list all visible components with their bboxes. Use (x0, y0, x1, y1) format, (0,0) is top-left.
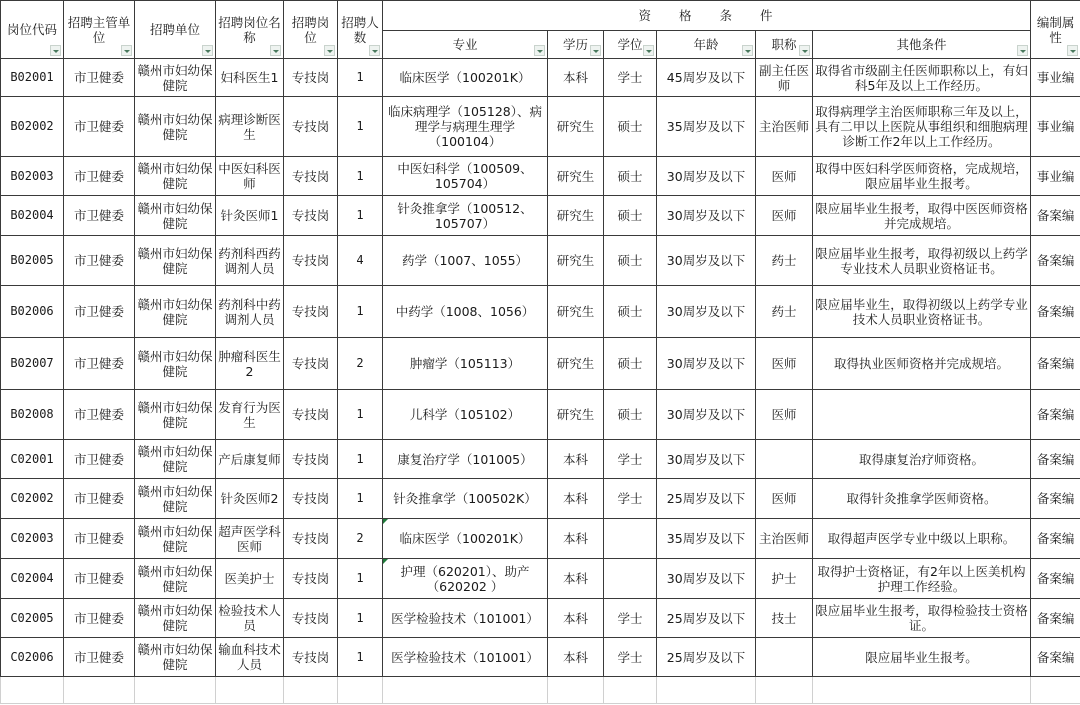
cell-unit[interactable]: 赣州市妇幼保健院 (135, 236, 216, 286)
cell-degree[interactable]: 硕士 (604, 196, 657, 236)
cell-post-type[interactable]: 专技岗 (284, 479, 338, 519)
cell-other[interactable]: 限应届毕业生报考。 (813, 638, 1031, 677)
cell-staffing[interactable]: 备案编 (1031, 638, 1080, 677)
cell-dept[interactable]: 市卫健委 (64, 196, 135, 236)
filter-dropdown-icon[interactable] (369, 45, 380, 56)
header-count[interactable]: 招聘人数 (338, 1, 383, 59)
cell-title[interactable]: 副主任医师 (756, 59, 813, 97)
cell-major[interactable] (383, 519, 548, 559)
filter-dropdown-icon[interactable] (121, 45, 132, 56)
cell-major[interactable]: 肿瘤学（105113） (383, 338, 548, 390)
cell-post-type[interactable]: 专技岗 (284, 638, 338, 677)
cell-post-type[interactable]: 专技岗 (284, 236, 338, 286)
cell-post-name[interactable]: 输血科技术人员 (216, 638, 284, 677)
header-post-type[interactable]: 招聘岗位 (284, 1, 338, 59)
table-row (1, 157, 1080, 196)
filter-dropdown-icon[interactable] (270, 45, 281, 56)
cell-dept[interactable]: 市卫健委 (64, 236, 135, 286)
cell-post-name[interactable]: 针灸医师1 (216, 196, 284, 236)
cell-dept[interactable]: 市卫健委 (64, 638, 135, 677)
cell-degree[interactable]: 学士 (604, 479, 657, 519)
cell-age[interactable]: 30周岁及以下 (657, 157, 756, 196)
cell-unit[interactable]: 赣州市妇幼保健院 (135, 599, 216, 638)
table-row (1, 599, 1080, 638)
cell-post-type[interactable]: 专技岗 (284, 286, 338, 338)
cell-post-name[interactable]: 超声医学科医师 (216, 519, 284, 559)
cell-degree[interactable]: 硕士 (604, 286, 657, 338)
cell-code[interactable]: B02003 (1, 157, 64, 196)
cell-education[interactable]: 研究生 (548, 338, 604, 390)
filter-dropdown-icon[interactable] (799, 45, 810, 56)
cell-post-name[interactable]: 药剂科西药调剂人员 (216, 236, 284, 286)
table-row (1, 97, 1080, 157)
cell-count[interactable]: 2 (338, 338, 383, 390)
cell-title[interactable]: 药士 (756, 236, 813, 286)
empty-cell[interactable] (1031, 677, 1080, 704)
cell-code[interactable]: C02005 (1, 599, 64, 638)
cell-other[interactable]: 限应届毕业生报考，取得中医医师资格并完成规培。 (813, 196, 1031, 236)
header-age[interactable]: 年龄 (657, 31, 756, 59)
cell-code[interactable]: C02006 (1, 638, 64, 677)
table-row (1, 479, 1080, 519)
cell-post-name[interactable]: 医美护士 (216, 559, 284, 599)
filter-dropdown-icon[interactable] (202, 45, 213, 56)
cell-comment-marker-icon (383, 519, 388, 524)
cell-post-type[interactable]: 专技岗 (284, 59, 338, 97)
header-post-name[interactable]: 招聘岗位名称 (216, 1, 284, 59)
filter-dropdown-icon[interactable] (643, 45, 654, 56)
cell-dept[interactable]: 市卫健委 (64, 286, 135, 338)
cell-title[interactable]: 主治医师 (756, 519, 813, 559)
cell-other[interactable] (813, 390, 1031, 440)
cell-education[interactable]: 研究生 (548, 97, 604, 157)
empty-cell[interactable] (216, 677, 284, 704)
cell-count[interactable]: 2 (338, 519, 383, 559)
cell-other[interactable]: 限应届毕业生，取得初级以上药学专业技术人员职业资格证书。 (813, 286, 1031, 338)
cell-education[interactable]: 研究生 (548, 196, 604, 236)
cell-dept[interactable]: 市卫健委 (64, 440, 135, 479)
cell-post-type[interactable]: 专技岗 (284, 97, 338, 157)
cell-unit[interactable]: 赣州市妇幼保健院 (135, 519, 216, 559)
filter-dropdown-icon[interactable] (50, 45, 61, 56)
cell-title[interactable]: 药士 (756, 286, 813, 338)
cell-code[interactable]: B02005 (1, 236, 64, 286)
cell-education[interactable]: 本科 (548, 559, 604, 599)
header-unit[interactable]: 招聘单位 (135, 1, 216, 59)
header-title[interactable]: 职称 (756, 31, 813, 59)
cell-major[interactable]: 康复治疗学（101005） (383, 440, 548, 479)
cell-unit[interactable]: 赣州市妇幼保健院 (135, 638, 216, 677)
cell-major[interactable]: 中药学（1008、1056） (383, 286, 548, 338)
table-row (1, 59, 1080, 97)
cell-unit[interactable]: 赣州市妇幼保健院 (135, 440, 216, 479)
cell-post-type[interactable]: 专技岗 (284, 519, 338, 559)
cell-degree[interactable] (604, 519, 657, 559)
cell-title[interactable]: 主治医师 (756, 97, 813, 157)
cell-staffing[interactable]: 备案编 (1031, 236, 1080, 286)
cell-degree[interactable] (604, 559, 657, 599)
table-row (1, 286, 1080, 338)
cell-age[interactable]: 25周岁及以下 (657, 479, 756, 519)
cell-post-name[interactable]: 妇科医生1 (216, 59, 284, 97)
empty-row (1, 677, 1080, 704)
cell-title[interactable] (756, 440, 813, 479)
cell-staffing[interactable]: 备案编 (1031, 519, 1080, 559)
cell-title[interactable]: 医师 (756, 196, 813, 236)
cell-post-name[interactable]: 产后康复师 (216, 440, 284, 479)
cell-degree[interactable]: 学士 (604, 59, 657, 97)
empty-cell[interactable] (135, 677, 216, 704)
cell-age[interactable]: 45周岁及以下 (657, 59, 756, 97)
cell-count[interactable]: 1 (338, 559, 383, 599)
cell-major[interactable]: 临床医学（100201K） (383, 59, 548, 97)
cell-age[interactable]: 30周岁及以下 (657, 559, 756, 599)
cell-age[interactable]: 30周岁及以下 (657, 338, 756, 390)
cell-degree[interactable]: 学士 (604, 638, 657, 677)
cell-unit[interactable]: 赣州市妇幼保健院 (135, 338, 216, 390)
cell-age[interactable]: 25周岁及以下 (657, 638, 756, 677)
header-major[interactable]: 专业 (383, 31, 548, 59)
table-row (1, 638, 1080, 677)
cell-education[interactable]: 研究生 (548, 236, 604, 286)
cell-title[interactable]: 技士 (756, 599, 813, 638)
header-code[interactable]: 岗位代码 (1, 1, 64, 59)
cell-age[interactable]: 30周岁及以下 (657, 196, 756, 236)
cell-other[interactable]: 取得执业医师资格并完成规培。 (813, 338, 1031, 390)
cell-dept[interactable]: 市卫健委 (64, 59, 135, 97)
cell-comment-marker-icon (383, 559, 388, 564)
cell-post-name[interactable]: 针灸医师2 (216, 479, 284, 519)
cell-count[interactable]: 1 (338, 196, 383, 236)
header-staffing[interactable]: 编制属性 (1031, 1, 1080, 59)
cell-code[interactable]: C02003 (1, 519, 64, 559)
cell-degree[interactable]: 学士 (604, 440, 657, 479)
cell-other[interactable]: 取得中医妇科学医师资格，完成规培，限应届毕业生报考。 (813, 157, 1031, 196)
header-dept[interactable]: 招聘主管单位 (64, 1, 135, 59)
cell-major[interactable] (383, 559, 548, 599)
cell-staffing[interactable]: 事业编 (1031, 59, 1080, 97)
cell-unit[interactable]: 赣州市妇幼保健院 (135, 286, 216, 338)
cell-age[interactable]: 35周岁及以下 (657, 519, 756, 559)
cell-post-type[interactable]: 专技岗 (284, 338, 338, 390)
table-row (1, 559, 1080, 599)
table-row (1, 236, 1080, 286)
cell-staffing[interactable]: 备案编 (1031, 390, 1080, 440)
cell-code[interactable]: C02002 (1, 479, 64, 519)
header-qualifications: 资格条件 (383, 1, 1031, 31)
empty-cell[interactable] (1, 677, 64, 704)
cell-dept[interactable]: 市卫健委 (64, 519, 135, 559)
cell-major[interactable]: 中医妇科学（100509、105704） (383, 157, 548, 196)
cell-post-name[interactable]: 中医妇科医师 (216, 157, 284, 196)
cell-dept[interactable]: 市卫健委 (64, 390, 135, 440)
cell-major[interactable]: 药学（1007、1055） (383, 236, 548, 286)
cell-post-type[interactable]: 专技岗 (284, 559, 338, 599)
empty-cell[interactable] (756, 677, 813, 704)
cell-count[interactable]: 1 (338, 59, 383, 97)
cell-code[interactable]: B02008 (1, 390, 64, 440)
cell-count[interactable]: 1 (338, 440, 383, 479)
cell-unit[interactable]: 赣州市妇幼保健院 (135, 559, 216, 599)
header-other[interactable]: 其他条件 (813, 31, 1031, 59)
cell-dept[interactable]: 市卫健委 (64, 599, 135, 638)
cell-count[interactable]: 1 (338, 390, 383, 440)
filter-dropdown-icon[interactable] (1067, 45, 1078, 56)
cell-education[interactable]: 研究生 (548, 390, 604, 440)
cell-code[interactable]: C02004 (1, 559, 64, 599)
cell-staffing[interactable]: 备案编 (1031, 196, 1080, 236)
cell-unit[interactable]: 赣州市妇幼保健院 (135, 390, 216, 440)
cell-degree[interactable]: 硕士 (604, 390, 657, 440)
header-education[interactable]: 学历 (548, 31, 604, 59)
cell-title[interactable]: 医师 (756, 479, 813, 519)
cell-age[interactable]: 30周岁及以下 (657, 440, 756, 479)
cell-count[interactable]: 1 (338, 599, 383, 638)
cell-text: 临床医学（100201K） (399, 531, 531, 546)
cell-dept[interactable]: 市卫健委 (64, 479, 135, 519)
cell-education[interactable]: 本科 (548, 519, 604, 559)
cell-education[interactable]: 研究生 (548, 157, 604, 196)
cell-age[interactable]: 30周岁及以下 (657, 236, 756, 286)
cell-other[interactable]: 取得病理学主治医师职称三年及以上，具有二甲以上医院从事组织和细胞病理诊断工作2年以上工作经历。 (813, 97, 1031, 157)
cell-unit[interactable]: 赣州市妇幼保健院 (135, 196, 216, 236)
cell-age[interactable]: 25周岁及以下 (657, 599, 756, 638)
cell-staffing[interactable]: 备案编 (1031, 599, 1080, 638)
cell-title[interactable]: 医师 (756, 390, 813, 440)
cell-staffing[interactable]: 备案编 (1031, 479, 1080, 519)
cell-staffing[interactable]: 备案编 (1031, 286, 1080, 338)
cell-post-name[interactable]: 肿瘤科医生2 (216, 338, 284, 390)
cell-education[interactable]: 本科 (548, 479, 604, 519)
filter-dropdown-icon[interactable] (742, 45, 753, 56)
header-degree[interactable]: 学位 (604, 31, 657, 59)
table-row (1, 390, 1080, 440)
cell-other[interactable]: 限应届毕业生报考，取得初级以上药学专业技术人员职业资格证书。 (813, 236, 1031, 286)
cell-unit[interactable]: 赣州市妇幼保健院 (135, 59, 216, 97)
cell-dept[interactable]: 市卫健委 (64, 559, 135, 599)
cell-education[interactable]: 研究生 (548, 286, 604, 338)
cell-dept[interactable]: 市卫健委 (64, 97, 135, 157)
cell-other[interactable]: 限应届毕业生报考，取得检验技士资格证。 (813, 599, 1031, 638)
cell-other[interactable]: 取得康复治疗师资格。 (813, 440, 1031, 479)
empty-cell[interactable] (64, 677, 135, 704)
cell-other[interactable]: 取得针灸推拿学医师资格。 (813, 479, 1031, 519)
cell-degree[interactable]: 硕士 (604, 338, 657, 390)
cell-age[interactable]: 30周岁及以下 (657, 390, 756, 440)
cell-staffing[interactable]: 备案编 (1031, 440, 1080, 479)
empty-cell[interactable] (604, 677, 657, 704)
cell-post-type[interactable]: 专技岗 (284, 390, 338, 440)
filter-dropdown-icon[interactable] (534, 45, 545, 56)
cell-post-type[interactable]: 专技岗 (284, 196, 338, 236)
cell-education[interactable]: 本科 (548, 59, 604, 97)
cell-code[interactable]: C02001 (1, 440, 64, 479)
cell-unit[interactable]: 赣州市妇幼保健院 (135, 479, 216, 519)
cell-count[interactable]: 1 (338, 157, 383, 196)
cell-major[interactable]: 临床病理学（105128）、病理学与病理生理学（100104） (383, 97, 548, 157)
cell-title[interactable] (756, 638, 813, 677)
cell-text: 护理（620201）、助产（620202 ） (400, 563, 530, 594)
cell-staffing[interactable]: 备案编 (1031, 338, 1080, 390)
cell-dept[interactable]: 市卫健委 (64, 338, 135, 390)
cell-dept[interactable]: 市卫健委 (64, 157, 135, 196)
filter-dropdown-icon[interactable] (1017, 45, 1028, 56)
cell-major[interactable]: 医学检验技术（101001） (383, 599, 548, 638)
cell-other[interactable]: 取得护士资格证，有2年以上医美机构护理工作经验。 (813, 559, 1031, 599)
table-row (1, 338, 1080, 390)
empty-cell[interactable] (657, 677, 756, 704)
cell-count[interactable]: 4 (338, 236, 383, 286)
cell-education[interactable]: 本科 (548, 599, 604, 638)
cell-other[interactable]: 取得超声医学专业中级以上职称。 (813, 519, 1031, 559)
cell-code[interactable]: B02001 (1, 59, 64, 97)
cell-code[interactable]: B02002 (1, 97, 64, 157)
empty-cell[interactable] (813, 677, 1031, 704)
cell-code[interactable]: B02004 (1, 196, 64, 236)
cell-post-type[interactable]: 专技岗 (284, 599, 338, 638)
filter-dropdown-icon[interactable] (590, 45, 601, 56)
cell-code[interactable]: B02006 (1, 286, 64, 338)
empty-cell[interactable] (383, 677, 548, 704)
cell-education[interactable]: 本科 (548, 638, 604, 677)
cell-post-name[interactable]: 发育行为医生 (216, 390, 284, 440)
cell-title[interactable]: 医师 (756, 157, 813, 196)
cell-major[interactable]: 针灸推拿学（100512、105707） (383, 196, 548, 236)
empty-cell[interactable] (284, 677, 338, 704)
table-row (1, 196, 1080, 236)
cell-title[interactable]: 护士 (756, 559, 813, 599)
cell-degree[interactable]: 硕士 (604, 236, 657, 286)
cell-count[interactable]: 1 (338, 638, 383, 677)
cell-count[interactable]: 1 (338, 286, 383, 338)
cell-title[interactable]: 医师 (756, 338, 813, 390)
cell-post-name[interactable]: 药剂科中药调剂人员 (216, 286, 284, 338)
cell-major[interactable]: 儿科学（105102） (383, 390, 548, 440)
filter-dropdown-icon[interactable] (324, 45, 335, 56)
cell-post-type[interactable]: 专技岗 (284, 157, 338, 196)
cell-other[interactable]: 取得省市级副主任医师职称以上，有妇科5年及以上工作经历。 (813, 59, 1031, 97)
cell-unit[interactable]: 赣州市妇幼保健院 (135, 157, 216, 196)
cell-major[interactable]: 医学检验技术（101001） (383, 638, 548, 677)
cell-degree[interactable]: 硕士 (604, 157, 657, 196)
cell-major[interactable]: 针灸推拿学（100502K） (383, 479, 548, 519)
cell-education[interactable]: 本科 (548, 440, 604, 479)
cell-age[interactable]: 30周岁及以下 (657, 286, 756, 338)
cell-staffing[interactable]: 备案编 (1031, 559, 1080, 599)
cell-staffing[interactable]: 事业编 (1031, 157, 1080, 196)
cell-unit[interactable]: 赣州市妇幼保健院 (135, 97, 216, 157)
cell-count[interactable]: 1 (338, 479, 383, 519)
cell-age[interactable]: 35周岁及以下 (657, 97, 756, 157)
cell-degree[interactable]: 硕士 (604, 97, 657, 157)
empty-cell[interactable] (338, 677, 383, 704)
cell-degree[interactable]: 学士 (604, 599, 657, 638)
cell-code[interactable]: B02007 (1, 338, 64, 390)
cell-count[interactable]: 1 (338, 97, 383, 157)
cell-post-name[interactable]: 检验技术人员 (216, 599, 284, 638)
cell-staffing[interactable]: 事业编 (1031, 97, 1080, 157)
table-row (1, 519, 1080, 559)
table-row (1, 440, 1080, 479)
cell-post-type[interactable]: 专技岗 (284, 440, 338, 479)
cell-post-name[interactable]: 病理诊断医生 (216, 97, 284, 157)
empty-cell[interactable] (548, 677, 604, 704)
